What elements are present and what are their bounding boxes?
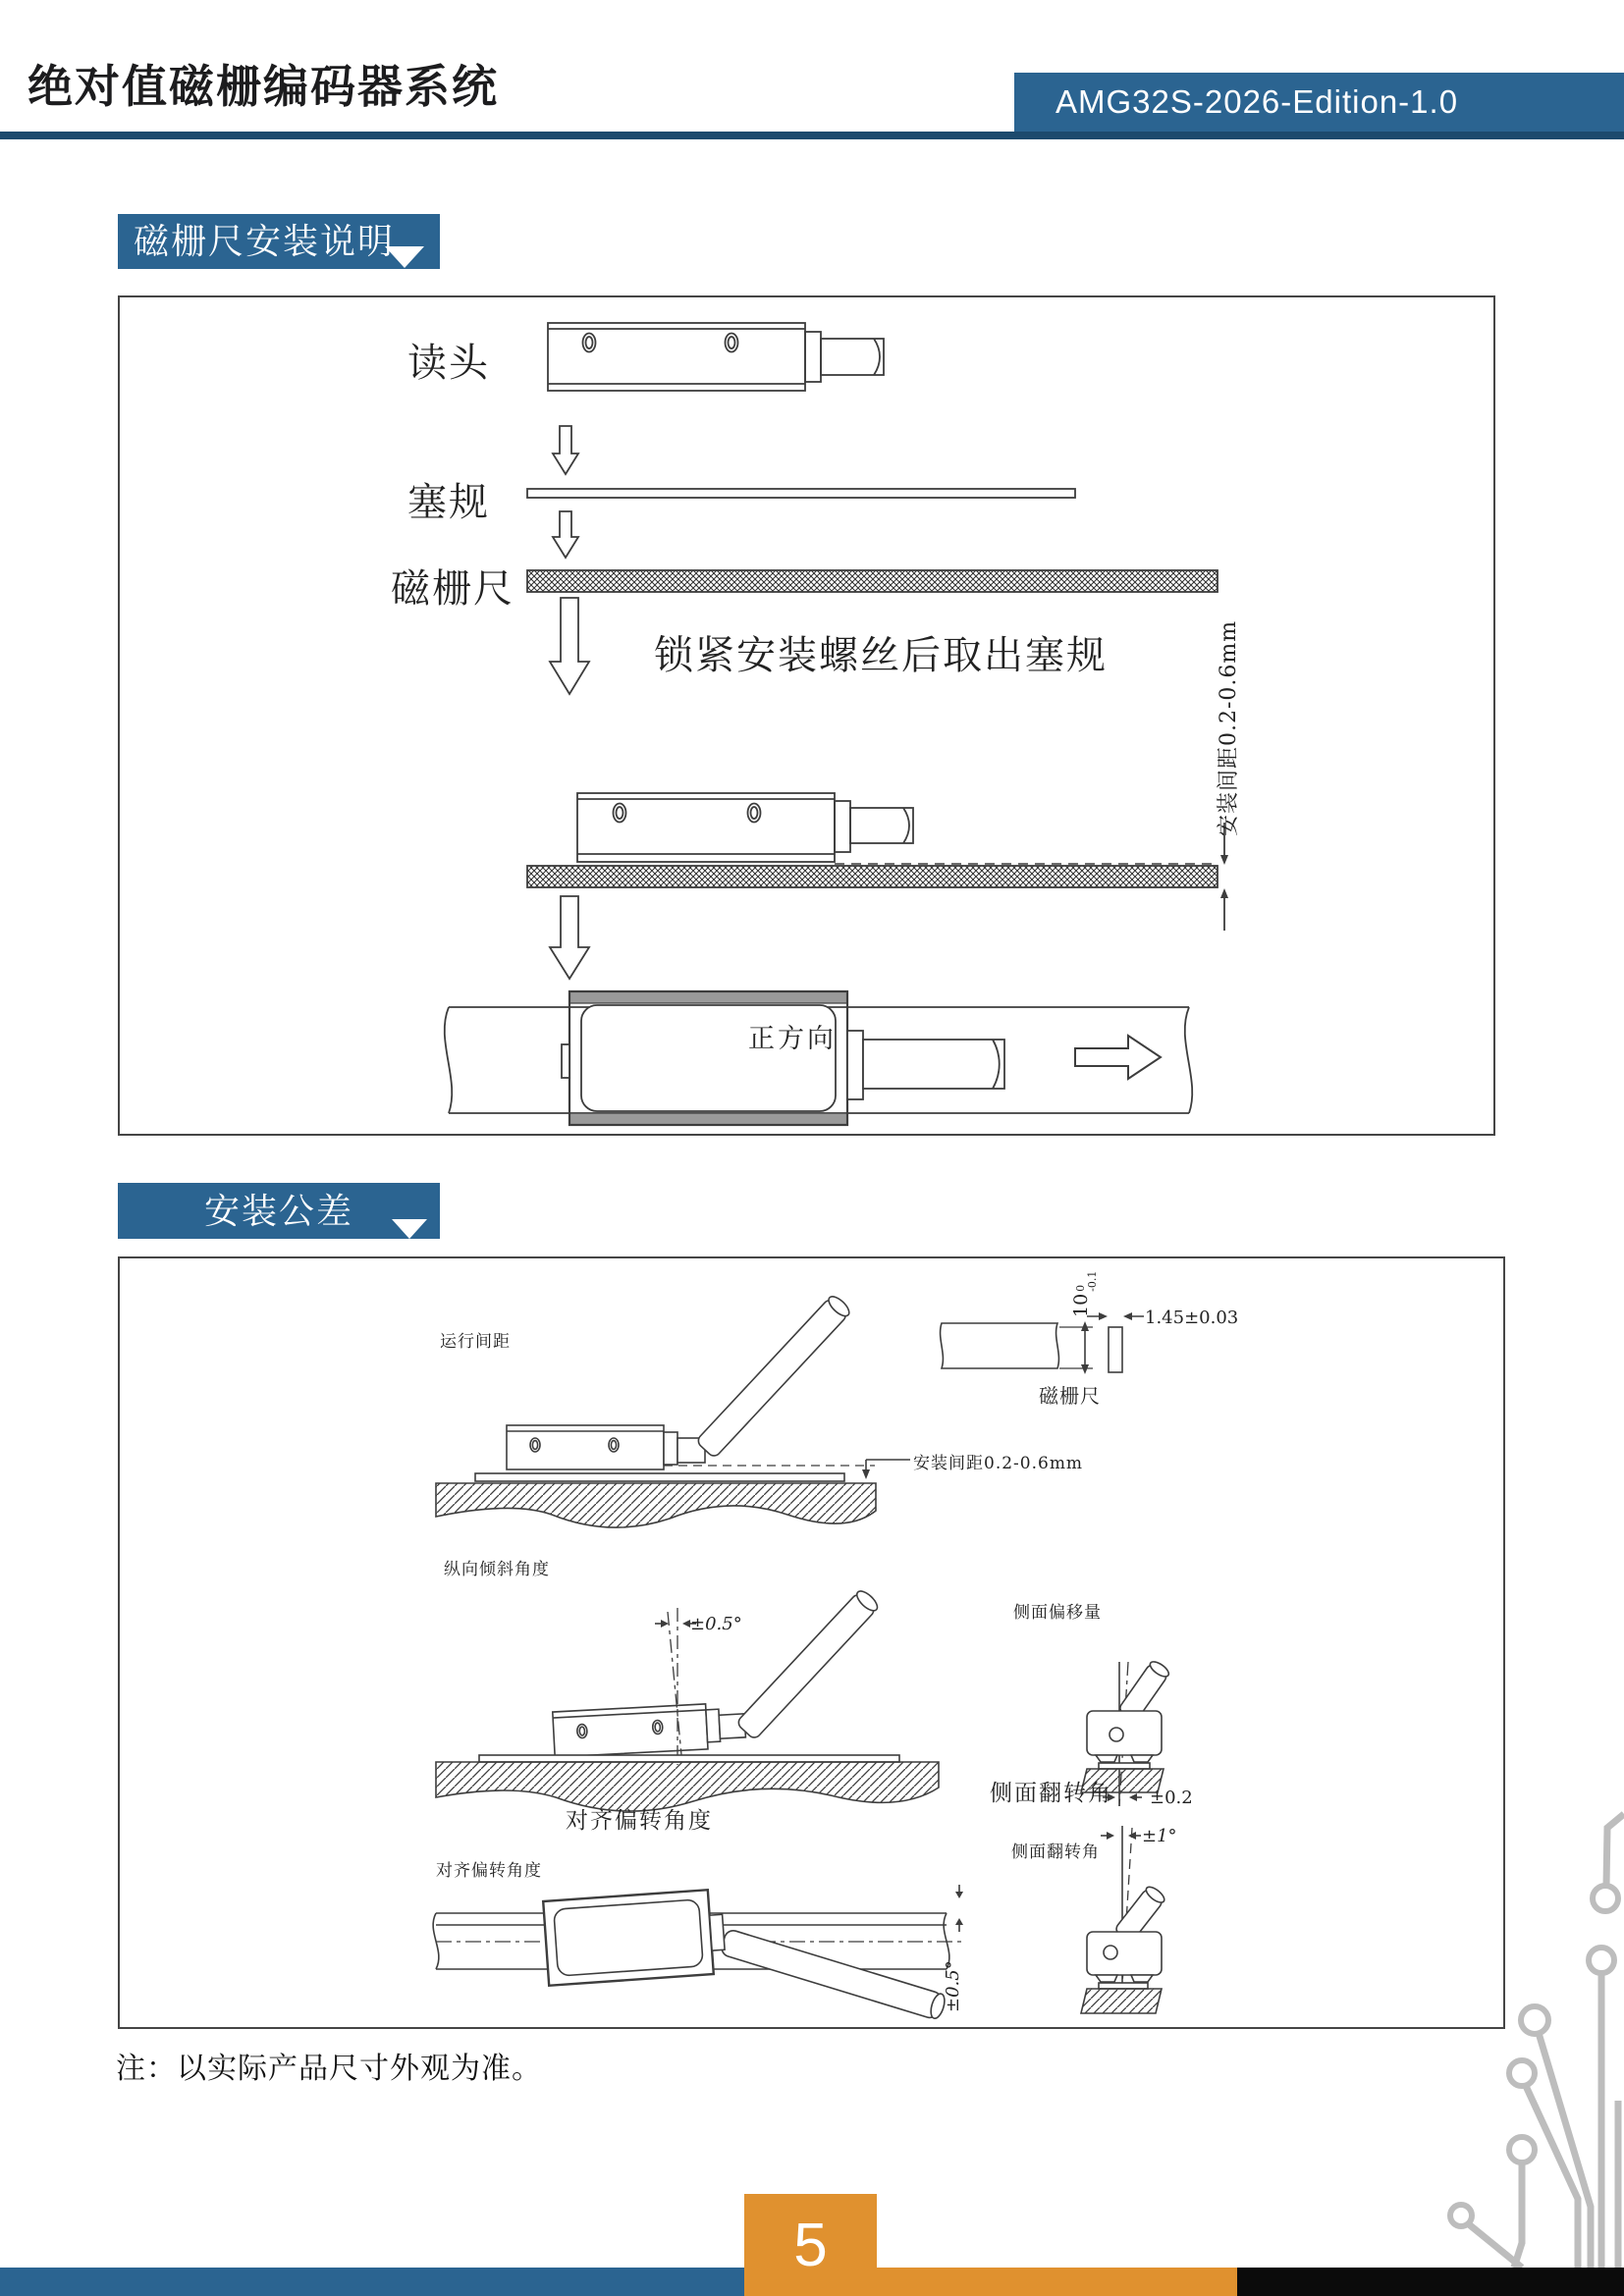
triangle-down-icon [392, 1219, 427, 1239]
circuit-decoration [1414, 1801, 1624, 2268]
alignment-deflection-large-label: 对齐偏转角度 [566, 1808, 713, 1834]
side-offset-tolerance-value: ±0.2 [1150, 1788, 1193, 1808]
side-flip-small-label: 侧面翻转角 [1011, 1842, 1100, 1862]
edition-badge-text: AMG32S-2026-Edition-1.0 [1056, 83, 1459, 120]
running-gap-label: 运行间距 [440, 1332, 511, 1352]
header-rule [0, 132, 1624, 139]
height-dim-lower: -0.1 [1086, 1270, 1100, 1292]
height-dim-tolerance [1075, 1271, 1099, 1292]
footer-bar-orange [877, 2268, 1237, 2296]
page-number-box [744, 2194, 877, 2296]
height-dim-base: 10 [1070, 1293, 1092, 1317]
height-dim-upper: 0 [1074, 1284, 1087, 1292]
read-head-label: 读头 [407, 341, 490, 386]
alignment-deflection-small-label: 对齐偏转角度 [436, 1861, 542, 1881]
lock-instruction-text: 锁紧安装螺丝后取出塞规 [654, 633, 1108, 678]
footer-bar-blue [0, 2268, 744, 2296]
installation-diagram-art [119, 296, 1492, 1133]
side-offset-label: 侧面偏移量 [1013, 1603, 1102, 1623]
edition-badge [1014, 73, 1624, 132]
alignment-tolerance-value: ±0.5° [943, 1960, 963, 2012]
height-dimension [1070, 1271, 1099, 1317]
direction-label: 正方向 [748, 1024, 837, 1054]
thickness-dimension: 1.45±0.03 [1145, 1308, 1239, 1328]
scale-section-label: 磁栅尺 [1039, 1384, 1101, 1408]
gap-dimension-label: 安装间距0.2-0.6mm [913, 1454, 1084, 1473]
tilt-tolerance-value: ±0.5° [690, 1614, 742, 1634]
side-flip-tolerance-value: ±1° [1142, 1826, 1177, 1846]
triangle-down-icon [385, 246, 424, 268]
tolerance-diagram-art [119, 1256, 1504, 2027]
footer-bar-black [1237, 2268, 1624, 2296]
page-number: 5 [793, 2211, 828, 2279]
scale-label: 磁栅尺 [391, 566, 514, 612]
footnote: 注：以实际产品尺寸外观为准。 [116, 2053, 542, 2085]
side-flip-large-label: 侧面翻转角 [990, 1781, 1112, 1806]
section-title-installation-text: 磁栅尺安装说明 [134, 221, 396, 261]
gap-dimension-vertical: 安装间距0.2-0.6mm [1217, 619, 1241, 836]
section-title-tolerance-text: 安装公差 [203, 1191, 353, 1231]
feeler-gauge-label: 塞规 [407, 480, 490, 525]
page-title: 绝对值磁栅编码器系统 [27, 61, 499, 112]
longitudinal-tilt-label: 纵向倾斜角度 [444, 1560, 550, 1579]
